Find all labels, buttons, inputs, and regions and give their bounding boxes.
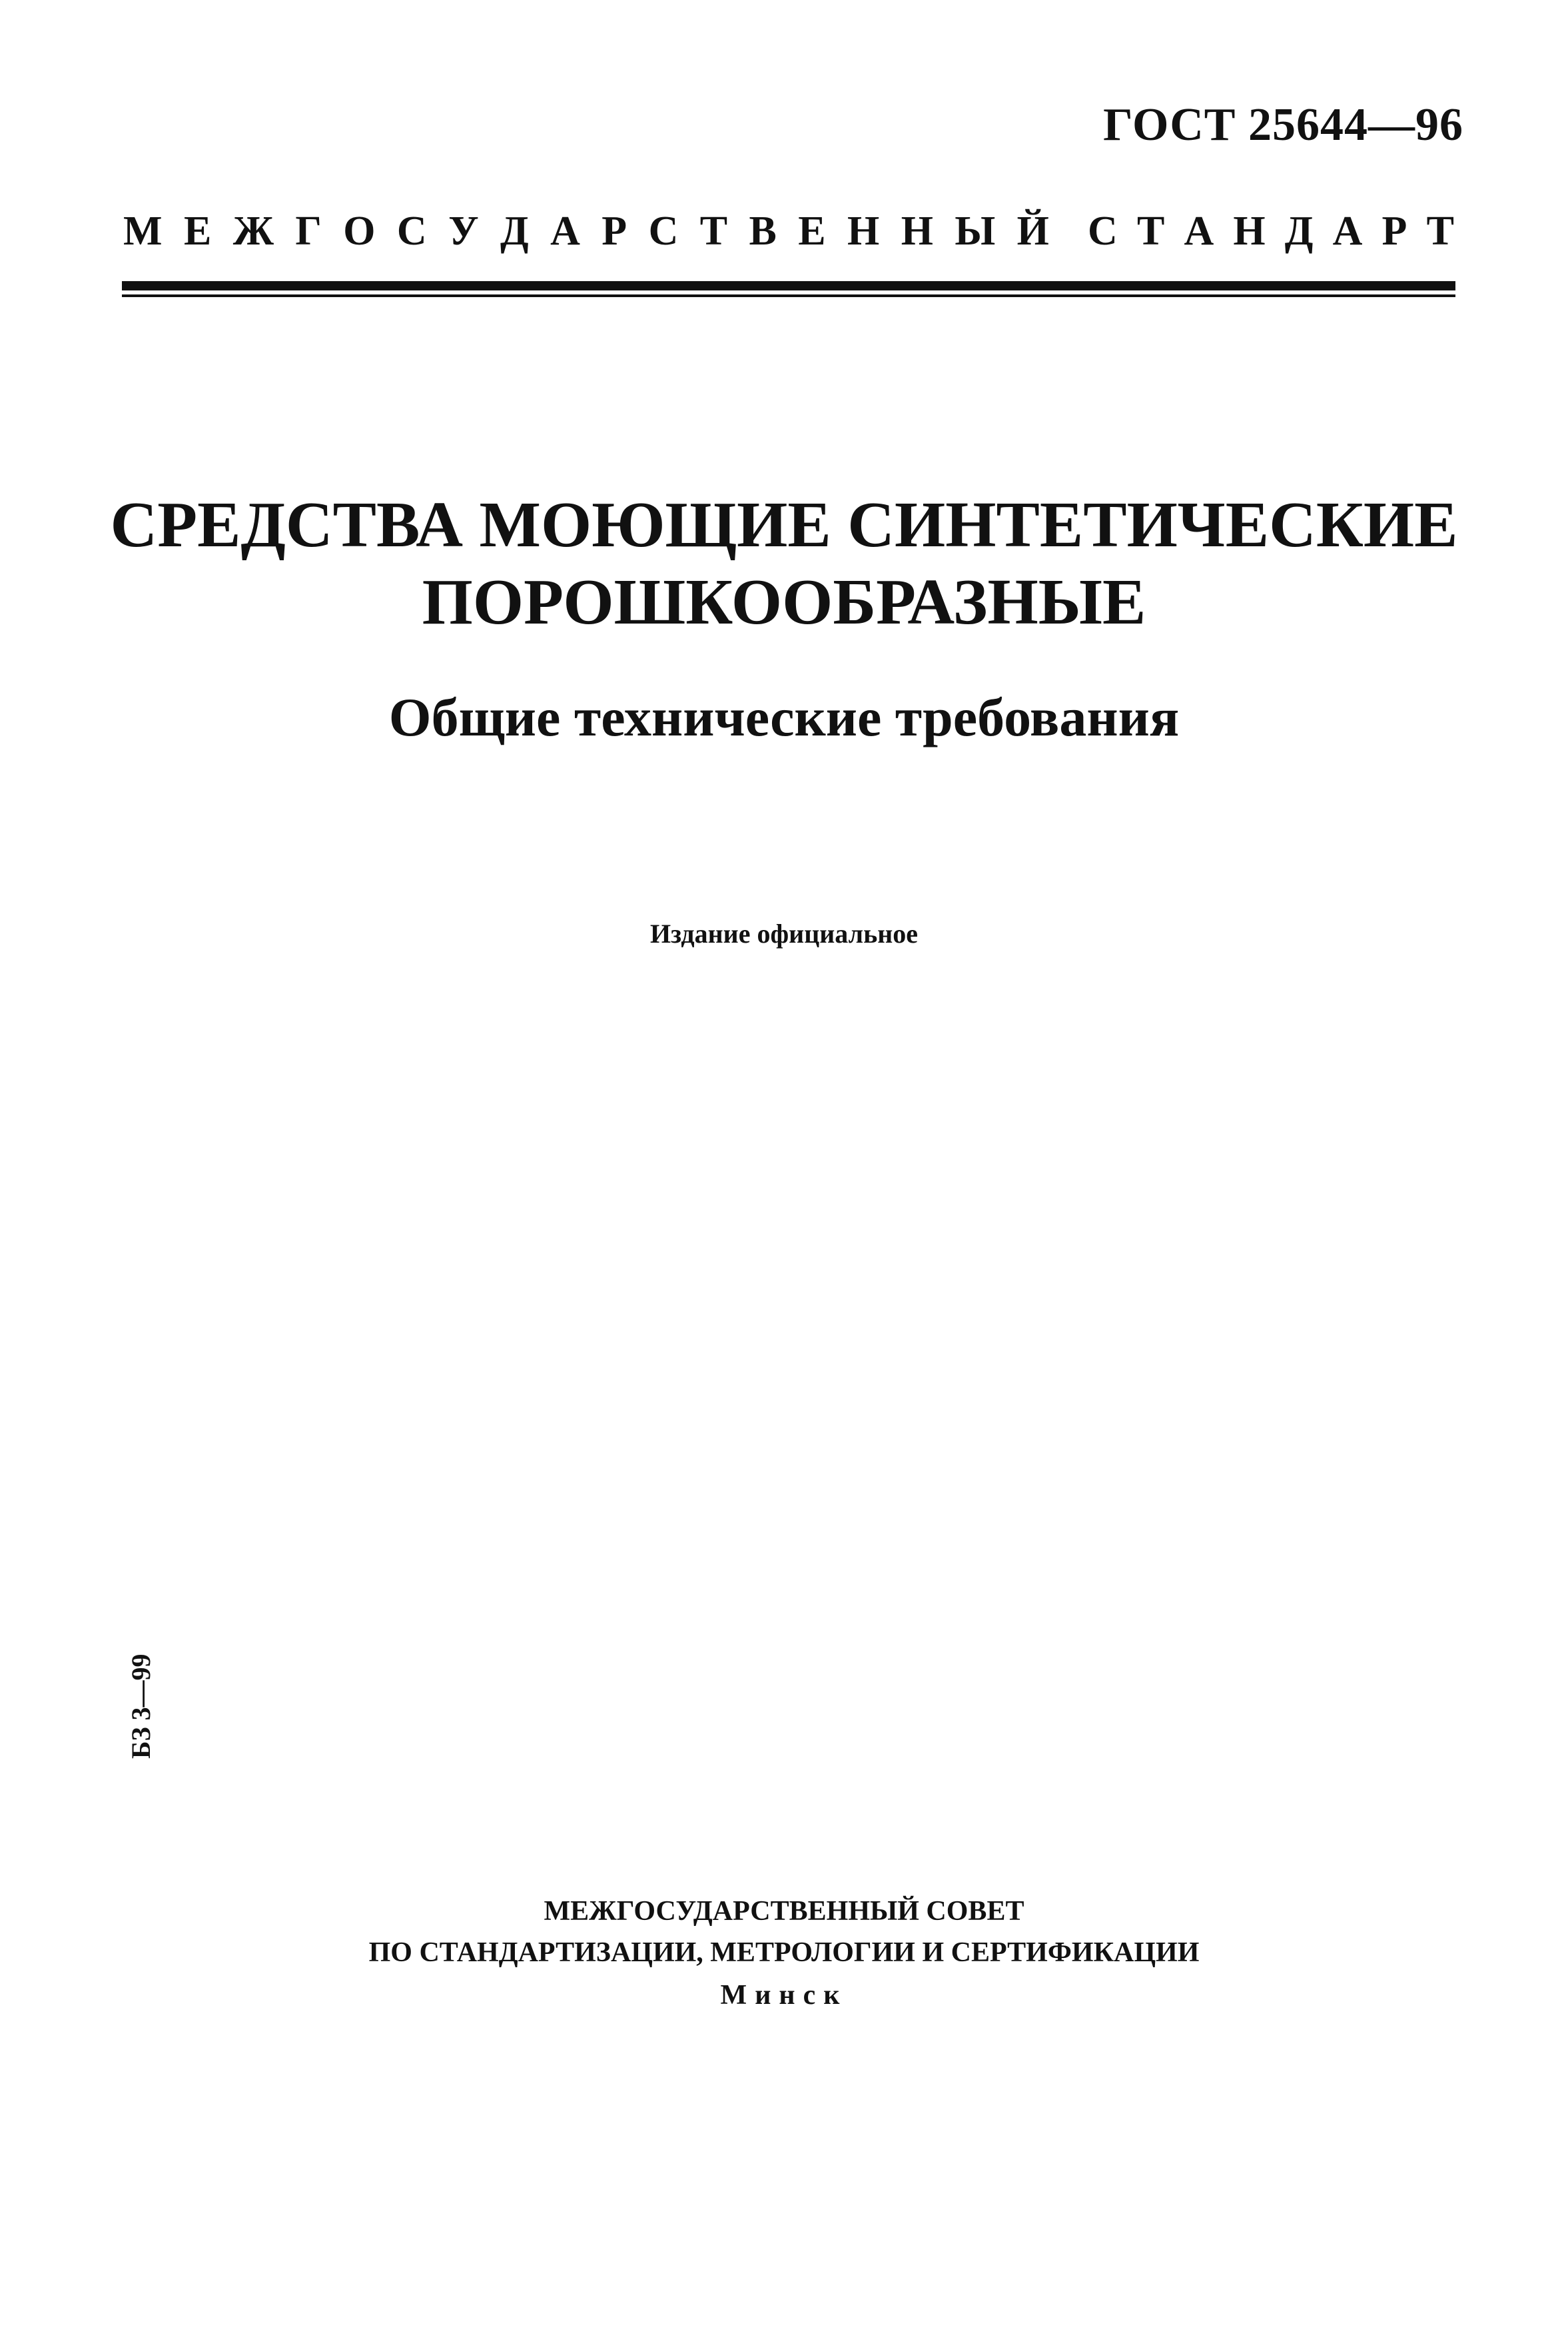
category-letter: О <box>343 209 376 254</box>
title-line: ПОРОШКООБРАЗНЫЕ <box>422 566 1146 638</box>
standard-number: ГОСТ 25644—96 <box>1103 99 1463 151</box>
category-letter: В <box>749 209 777 254</box>
category-letter: Т <box>1136 209 1165 254</box>
category-letter: С <box>648 209 679 254</box>
category-letter: Т <box>1426 209 1454 254</box>
category-letter: А <box>550 209 580 254</box>
category-letter: Р <box>601 209 627 254</box>
category-letter: Н <box>1233 209 1266 254</box>
category-letter: Ж <box>232 209 274 254</box>
header-rule-thin <box>122 294 1455 297</box>
category-letter: Й <box>1016 209 1049 254</box>
document-title <box>0 486 1568 641</box>
publisher-line: ПО СТАНДАРТИЗАЦИИ, МЕТРОЛОГИИ И СЕРТИФИКАЦИИ <box>368 1937 1200 1968</box>
document-subtitle: Общие технические требования <box>388 687 1180 747</box>
category-letter: Д <box>500 209 529 254</box>
header-rule-thick <box>122 281 1455 290</box>
standard-category <box>123 208 1454 255</box>
category-letter: Г <box>295 209 322 254</box>
category-letter: Н <box>901 209 933 254</box>
category-letter: Т <box>699 209 728 254</box>
category-letter: Е <box>798 209 826 254</box>
category-letter: Ы <box>955 209 996 254</box>
category-letter: С <box>396 209 427 254</box>
category-letter: М <box>123 209 163 254</box>
category-letter: С <box>1088 209 1118 254</box>
category-letter: А <box>1184 209 1214 254</box>
title-line: СРЕДСТВА МОЮЩИЕ СИНТЕТИЧЕСКИЕ <box>110 489 1458 561</box>
edition-note: Издание официальное <box>649 919 919 949</box>
category-letter: Е <box>183 209 212 254</box>
publisher-block <box>0 1891 1568 2016</box>
category-word-interstate <box>123 208 1049 255</box>
category-letter: У <box>448 209 479 254</box>
category-word-standard <box>1088 208 1454 255</box>
publisher-line: МЕЖГОСУДАРСТВЕННЫЙ СОВЕТ <box>544 1896 1024 1927</box>
category-letter: Н <box>847 209 880 254</box>
category-letter: Д <box>1284 209 1314 254</box>
side-code: БЗ 3—99 <box>126 1653 156 1759</box>
category-letter: А <box>1332 209 1363 254</box>
category-letter: Р <box>1381 209 1407 254</box>
publisher-city: Минск <box>720 1980 848 2011</box>
